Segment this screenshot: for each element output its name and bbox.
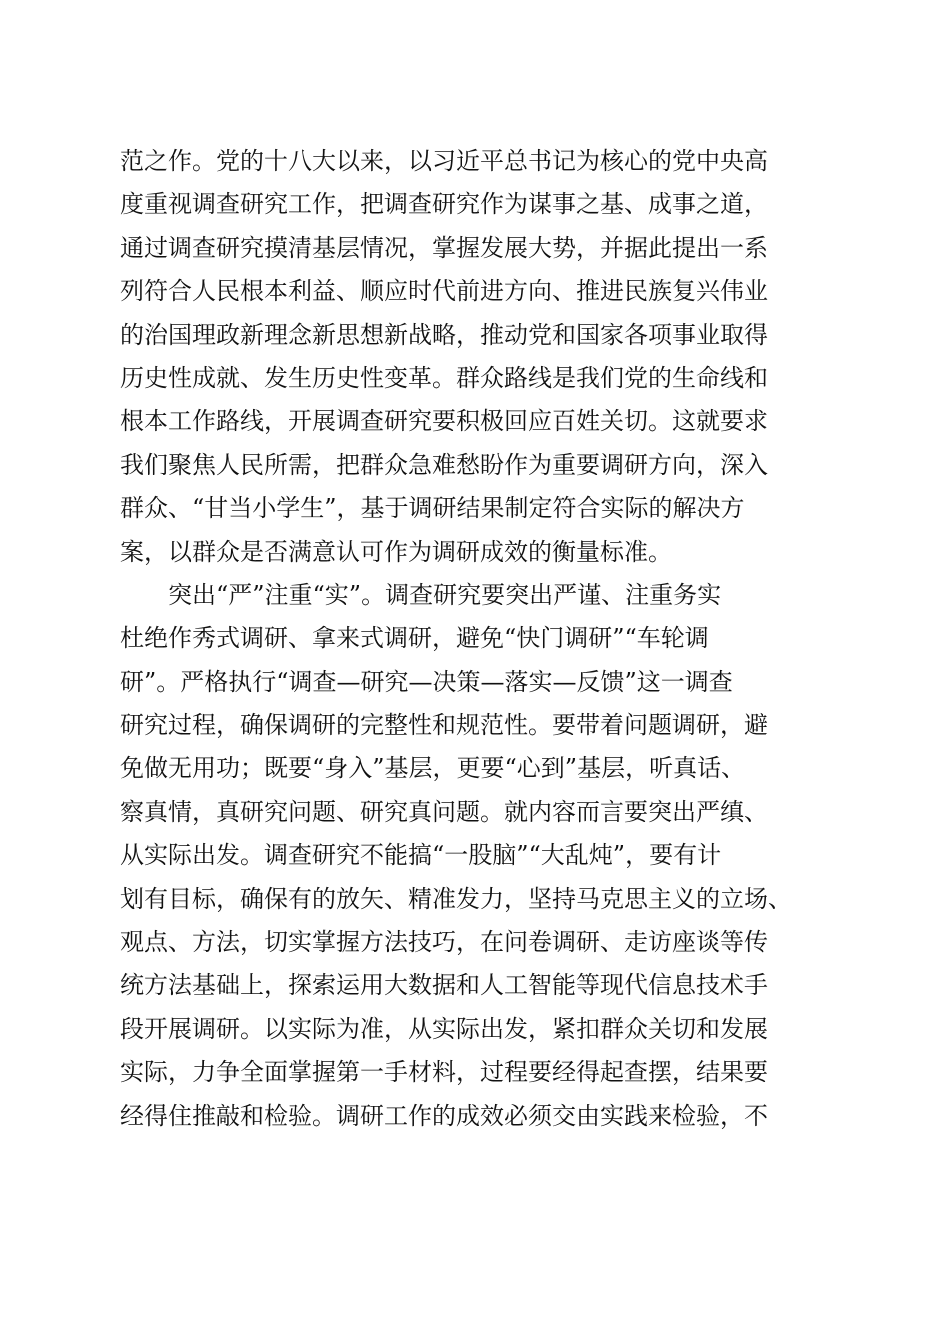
text-line: 群众、“甘当小学生”，基于调研结果制定符合实际的解决方 <box>120 494 745 523</box>
text-line: 列符合人民根本利益、顺应时代前进方向、推进民族复兴伟业 <box>120 277 768 306</box>
text-line: 免做无用功；既要“身入”基层，更要“心到”基层，听真话、 <box>120 754 746 783</box>
body-text <box>120 140 840 1138</box>
text-line: 研”。严格执行“调查—研究—决策—落实—反馈”这一调查 <box>120 667 733 696</box>
text-line: 统方法基础上，探索运用大数据和人工智能等现代信息技术手 <box>120 971 768 1000</box>
text-line: 通过调查研究摸清基层情况，掌握发展大势，并据此提出一系 <box>120 233 768 262</box>
text-line: 段开展调研。以实际为准，从实际出发，紧扣群众关切和发展 <box>120 1014 768 1043</box>
text-line: 经得住推敲和检验。调研工作的成效必须交由实践来检验，不 <box>120 1101 768 1130</box>
text-line: 我们聚焦人民所需，把群众急难愁盼作为重要调研方向，深入 <box>120 450 768 479</box>
text-line: 案，以群众是否满意认可作为调研成效的衡量标准。 <box>120 537 672 566</box>
text-line: 度重视调查研究工作，把调查研究作为谋事之基、成事之道， <box>120 190 768 219</box>
text-line: 从实际出发。调查研究不能搞“一股脑”“大乱炖”，要有计 <box>120 841 722 870</box>
paragraph-start-line: 突出“严”注重“实”。调查研究要突出严谨、注重务实 <box>120 580 722 609</box>
text-line: 杜绝作秀式调研、拿来式调研，避免“快门调研”“车轮调 <box>120 624 709 653</box>
text-line: 研究过程，确保调研的完整性和规范性。要带着问题调研，避 <box>120 711 768 740</box>
text-line: 范之作。党的十八大以来，以习近平总书记为核心的党中央高 <box>120 147 768 175</box>
text-line: 根本工作路线，开展调查研究要积极回应百姓关切。这就要求 <box>120 407 768 436</box>
text-line: 察真情，真研究问题、研究真问题。就内容而言要突出严缜、 <box>120 797 768 826</box>
text-line: 的治国理政新理念新思想新战略，推动党和国家各项事业取得 <box>120 320 768 349</box>
text-line: 历史性成就、发生历史性变革。群众路线是我们党的生命线和 <box>120 363 768 392</box>
text-line: 划有目标，确保有的放矢、精准发力，坚持马克思主义的立场、 <box>120 884 792 913</box>
text-line: 观点、方法，切实掌握方法技巧，在问卷调研、走访座谈等传 <box>120 928 768 957</box>
text-line: 实际，力争全面掌握第一手材料，过程要经得起查摆，结果要 <box>120 1058 768 1087</box>
